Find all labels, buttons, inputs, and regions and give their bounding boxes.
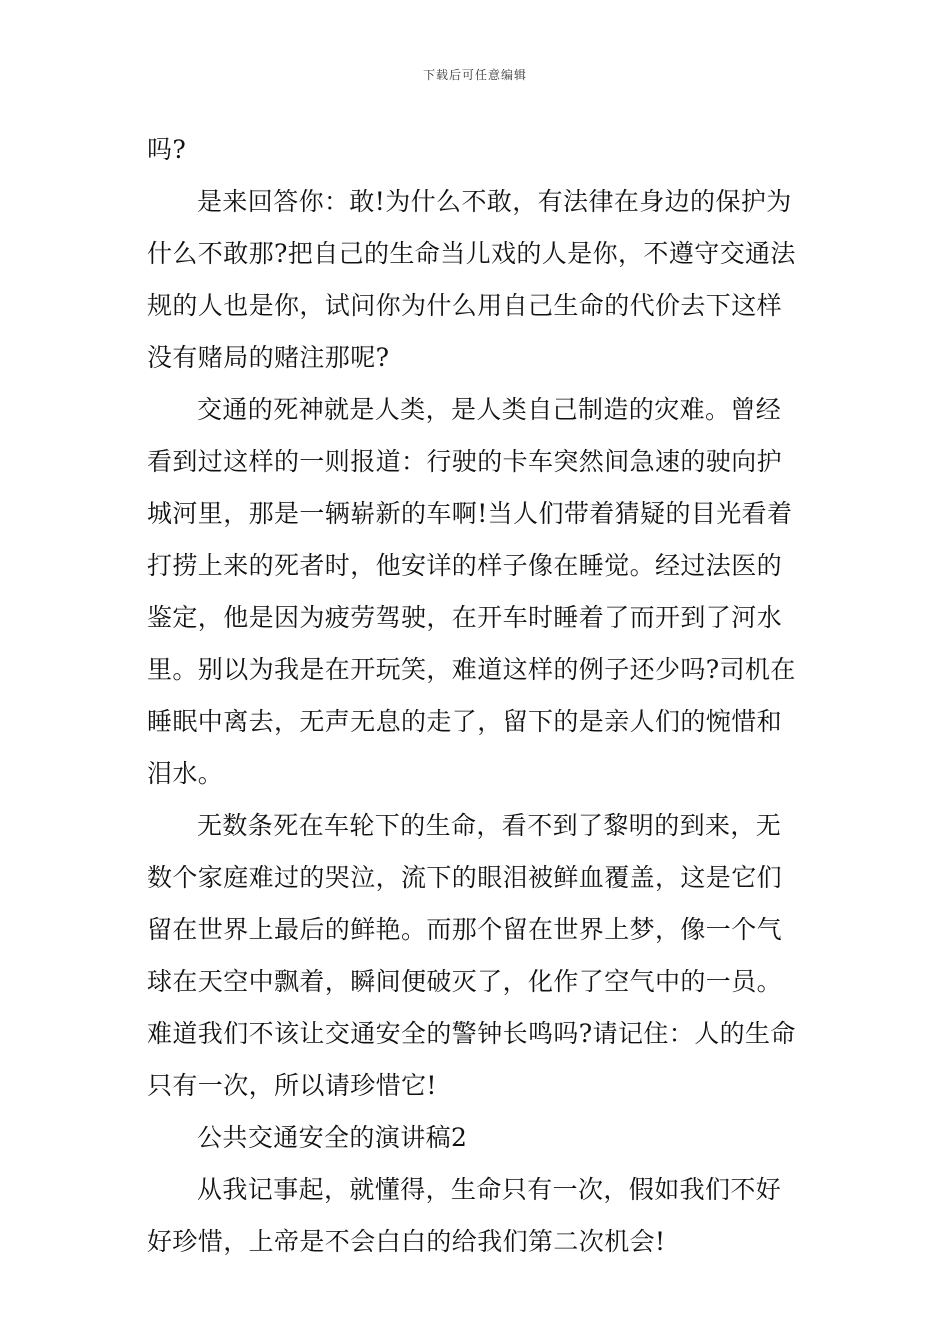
text-line: 数个家庭难过的哭泣，流下的眼泪被鲜血覆盖，这是它们: [147, 863, 783, 892]
text-line: 鉴定，他是因为疲劳驾驶，在开车时睡着了而开到了河水: [147, 603, 783, 632]
page-header: 下载后可任意编辑: [422, 68, 527, 82]
text-line: 里。别以为我是在开玩笑，难道这样的例子还少吗?司机在: [147, 655, 796, 684]
text-line: 吗?: [147, 135, 187, 164]
text-line: 好珍惜，上帝是不会白白的给我们第二次机会!: [147, 1227, 666, 1256]
document-body: [147, 124, 811, 1268]
text-line: 城河里，那是一辆崭新的车啊!当人们带着猜疑的目光看着: [147, 499, 793, 528]
text-line: 球在天空中飘着，瞬间便破灭了，化作了空气中的一员。: [147, 967, 783, 996]
text-line: 只有一次，所以请珍惜它!: [147, 1071, 437, 1100]
text-line: 规的人也是你，试问你为什么用自己生命的代价去下这样: [147, 291, 783, 320]
text-line: 睡眠中离去，无声无息的走了，留下的是亲人们的惋惜和: [147, 707, 783, 736]
text-line: 留在世界上最后的鲜艳。而那个留在世界上梦，像一个气: [147, 915, 783, 944]
text-line: 从我记事起，就懂得，生命只有一次，假如我们不好: [197, 1175, 782, 1204]
text-line: 看到过这样的一则报道：行驶的卡车突然间急速的驶向护: [147, 447, 783, 476]
text-line: 打捞上来的死者时，他安详的样子像在睡觉。经过法医的: [147, 551, 783, 580]
text-line: 泪水。: [147, 759, 224, 788]
text-line: 无数条死在车轮下的生命，看不到了黎明的到来，无: [197, 811, 782, 840]
section-heading: 公共交通安全的演讲稿2: [197, 1123, 468, 1152]
text-line: 难道我们不该让交通安全的警钟长鸣吗?请记住：人的生命: [147, 1019, 796, 1048]
text-line: 什么不敢那?把自己的生命当儿戏的人是你，不遵守交通法: [147, 239, 796, 268]
text-line: 交通的死神就是人类，是人类自己制造的灾难。曾经: [197, 395, 782, 424]
text-line: 没有赌局的赌注那呢?: [147, 343, 390, 372]
text-line: 是来回答你：敢!为什么不敢，有法律在身边的保护为: [197, 187, 792, 216]
